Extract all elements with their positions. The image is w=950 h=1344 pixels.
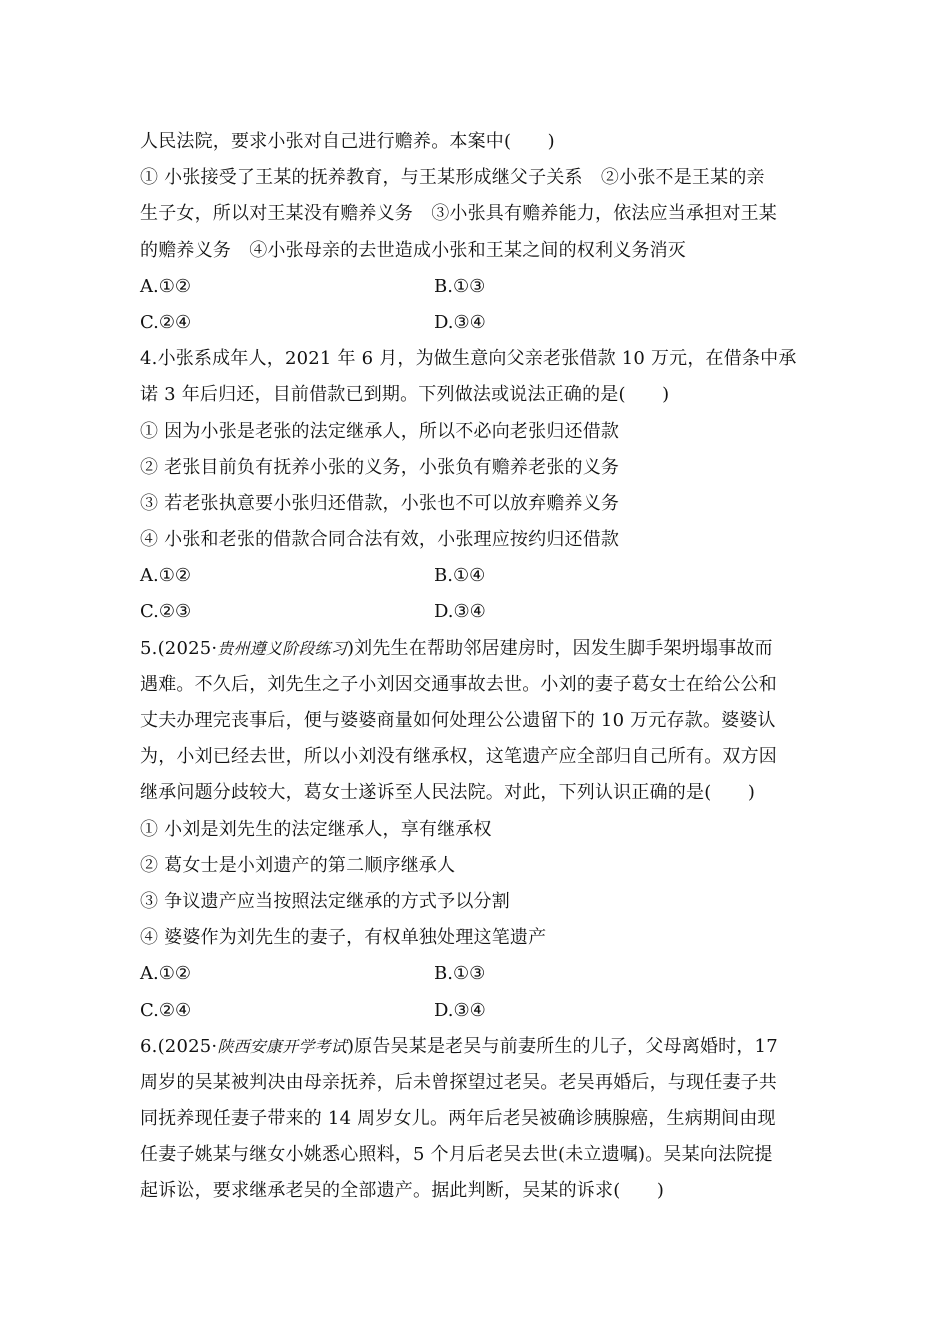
question-stem-text: )刘先生在帮助邻居建房时，因发生脚手架坍塌事故而: [346, 637, 773, 659]
exam-page: [140, 124, 820, 1210]
statement-4: ④ 小张和老张的借款合同合法有效，小张理应按约归还借款: [140, 529, 620, 551]
question-6: [140, 1029, 820, 1210]
statement-2: ② 老张目前负有抚养小张的义务，小张负有赡养老张的义务: [140, 456, 620, 478]
question-text-line: 任妻子姚某与继女小姚悉心照料，5 个月后老吴去世(未立遗嘱)。吴某向法院提: [140, 1144, 773, 1166]
question-text-line: 丈夫办理完丧事后，便与婆婆商量如何处理公公遗留下的 10 万元存款。婆婆认: [140, 710, 776, 731]
options-row: [140, 956, 820, 992]
question-text-line: 4.小张系成年人，2021 年 6 月，为做生意向父亲老张借款 10 万元，在借条中承: [140, 348, 797, 370]
statement-4: ④ 婆婆作为刘先生的妻子，有权单独处理这笔遗产: [140, 927, 547, 949]
question-4: [140, 341, 820, 631]
option-a: A.①②: [140, 275, 191, 297]
question-source: 陕西安康开学考试: [217, 1036, 347, 1056]
question-text-line: 周岁的吴某被判决由母亲抚养，后未曾探望过老吴。老吴再婚后，与现任妻子共: [140, 1071, 777, 1093]
option-d: D.③④: [434, 311, 486, 333]
question-text-line: 人民法院，要求小张对自己进行赡养。本案中( ): [140, 131, 555, 152]
question-text-line: 为，小刘已经去世，所以小刘没有继承权，这笔遗产应全部归自己所有。双方因: [140, 746, 777, 768]
option-c: C.②④: [140, 311, 192, 333]
options-row: [140, 558, 820, 594]
question-stem-first-line: [140, 1029, 820, 1065]
question-number: 6.(2025·: [140, 1035, 218, 1057]
options-row: [140, 594, 820, 630]
option-b: B.①③: [434, 963, 486, 985]
option-a: A.①②: [140, 963, 191, 985]
statement-1: ① 小刘是刘先生的法定继承人，享有继承权: [140, 818, 492, 840]
question-text-line: 遇难。不久后，刘先生之子小刘因交通事故去世。小刘的妻子葛女士在给公公和: [140, 673, 777, 695]
option-b: B.①④: [434, 565, 486, 587]
options-row: [140, 993, 820, 1029]
question-text-line: 的赡养义务 ④小张母亲的去世造成小张和王某之间的权利义务消灭: [140, 239, 686, 261]
statement-1: ① 因为小张是老张的法定继承人，所以不必向老张归还借款: [140, 420, 620, 442]
question-text-line: 诺 3 年后归还，目前借款已到期。下列做法或说法正确的是( ): [140, 384, 670, 406]
question-stem-first-line: [140, 631, 820, 667]
option-d: D.③④: [434, 999, 486, 1021]
question-text-line: 继承问题分歧较大，葛女士遂诉至人民法院。对此，下列认识正确的是( ): [140, 782, 756, 804]
option-b: B.①③: [434, 275, 486, 297]
question-text-line: 同抚养现任妻子带来的 14 周岁女儿。两年后老吴被确诊胰腺癌，生病期间由现: [140, 1108, 776, 1130]
statement-3: ③ 若老张执意要小张归还借款，小张也不可以放弃赡养义务: [140, 492, 620, 514]
question-source: 贵州遵义阶段练习: [217, 638, 347, 658]
question-5: [140, 631, 820, 1029]
question-3: [140, 124, 820, 341]
option-c: C.②③: [140, 601, 192, 623]
options-row: [140, 305, 820, 341]
option-c: C.②④: [140, 999, 192, 1021]
question-text-line: ① 小张接受了王某的抚养教育，与王某形成继父子关系 ②小张不是王某的亲: [140, 167, 765, 189]
option-a: A.①②: [140, 565, 191, 587]
question-number: 5.(2025·: [140, 637, 218, 659]
question-text-line: 起诉讼，要求继承老吴的全部遗产。据此判断，吴某的诉求( ): [140, 1180, 665, 1202]
question-text-line: 生子女，所以对王某没有赡养义务 ③小张具有赡养能力，依法应当承担对王某: [140, 203, 777, 225]
statement-2: ② 葛女士是小刘遗产的第二顺序继承人: [140, 854, 456, 876]
statement-3: ③ 争议遗产应当按照法定继承的方式予以分割: [140, 890, 510, 912]
option-d: D.③④: [434, 601, 486, 623]
question-stem-text: )原告吴某是老吴与前妻所生的儿子，父母离婚时，17: [346, 1035, 778, 1057]
options-row: [140, 269, 820, 305]
